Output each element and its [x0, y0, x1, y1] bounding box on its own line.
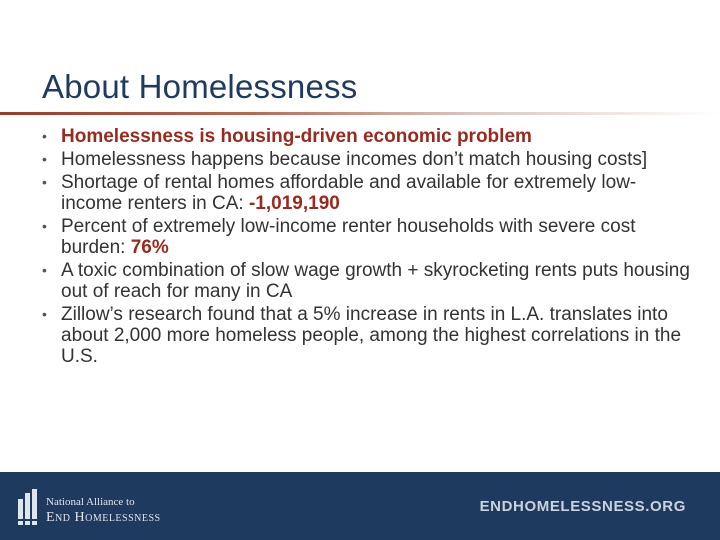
- bullet-dot-icon: •: [42, 128, 47, 144]
- bullet-text: Homelessness happens because incomes don’t match housing costs]: [61, 149, 648, 170]
- bullet-dot-icon: •: [42, 174, 47, 190]
- bullet-list: [42, 126, 692, 369]
- bullet-item: [42, 304, 692, 367]
- bullet-dot-icon: •: [42, 151, 47, 167]
- title-divider: [0, 112, 720, 115]
- bullet-item: [42, 260, 692, 302]
- bullet-highlight-value: 76%: [130, 237, 169, 258]
- bullet-item: [42, 149, 692, 170]
- bullet-dot-icon: •: [42, 262, 47, 278]
- bullet-item: [42, 216, 692, 258]
- footer-bar: [0, 472, 720, 540]
- bullet-item: [42, 126, 692, 147]
- slide-title: About Homelessness: [42, 68, 358, 105]
- logo-text-line2: End Homelessness: [46, 510, 161, 525]
- bullet-dot-icon: •: [42, 306, 47, 322]
- bullet-text: Shortage of rental homes affordable and available for extremely low-income renters in CA:: [61, 172, 637, 214]
- logo-text-line1: National Alliance to: [46, 496, 135, 508]
- bullet-text: Homelessness is housing-driven economic problem: [61, 126, 532, 147]
- bullet-highlight-value: -1,019,190: [248, 193, 340, 214]
- bullet-text: Zillow’s research found that a 5% increase in rents in L.A. translates into about 2,000 more homeless people, among the highest correlations in the U.S.: [61, 304, 682, 367]
- bullet-dot-icon: •: [42, 218, 47, 234]
- bullet-item: [42, 172, 692, 214]
- bullet-text: Percent of extremely low-income renter households with severe cost burden:: [61, 216, 636, 258]
- bullet-text: A toxic combination of slow wage growth + skyrocketing rents puts housing out of reach for many in CA: [61, 260, 690, 302]
- house-logo-icon: [18, 489, 40, 525]
- website-link[interactable]: ENDHOMELESSNESS.ORG: [479, 498, 686, 515]
